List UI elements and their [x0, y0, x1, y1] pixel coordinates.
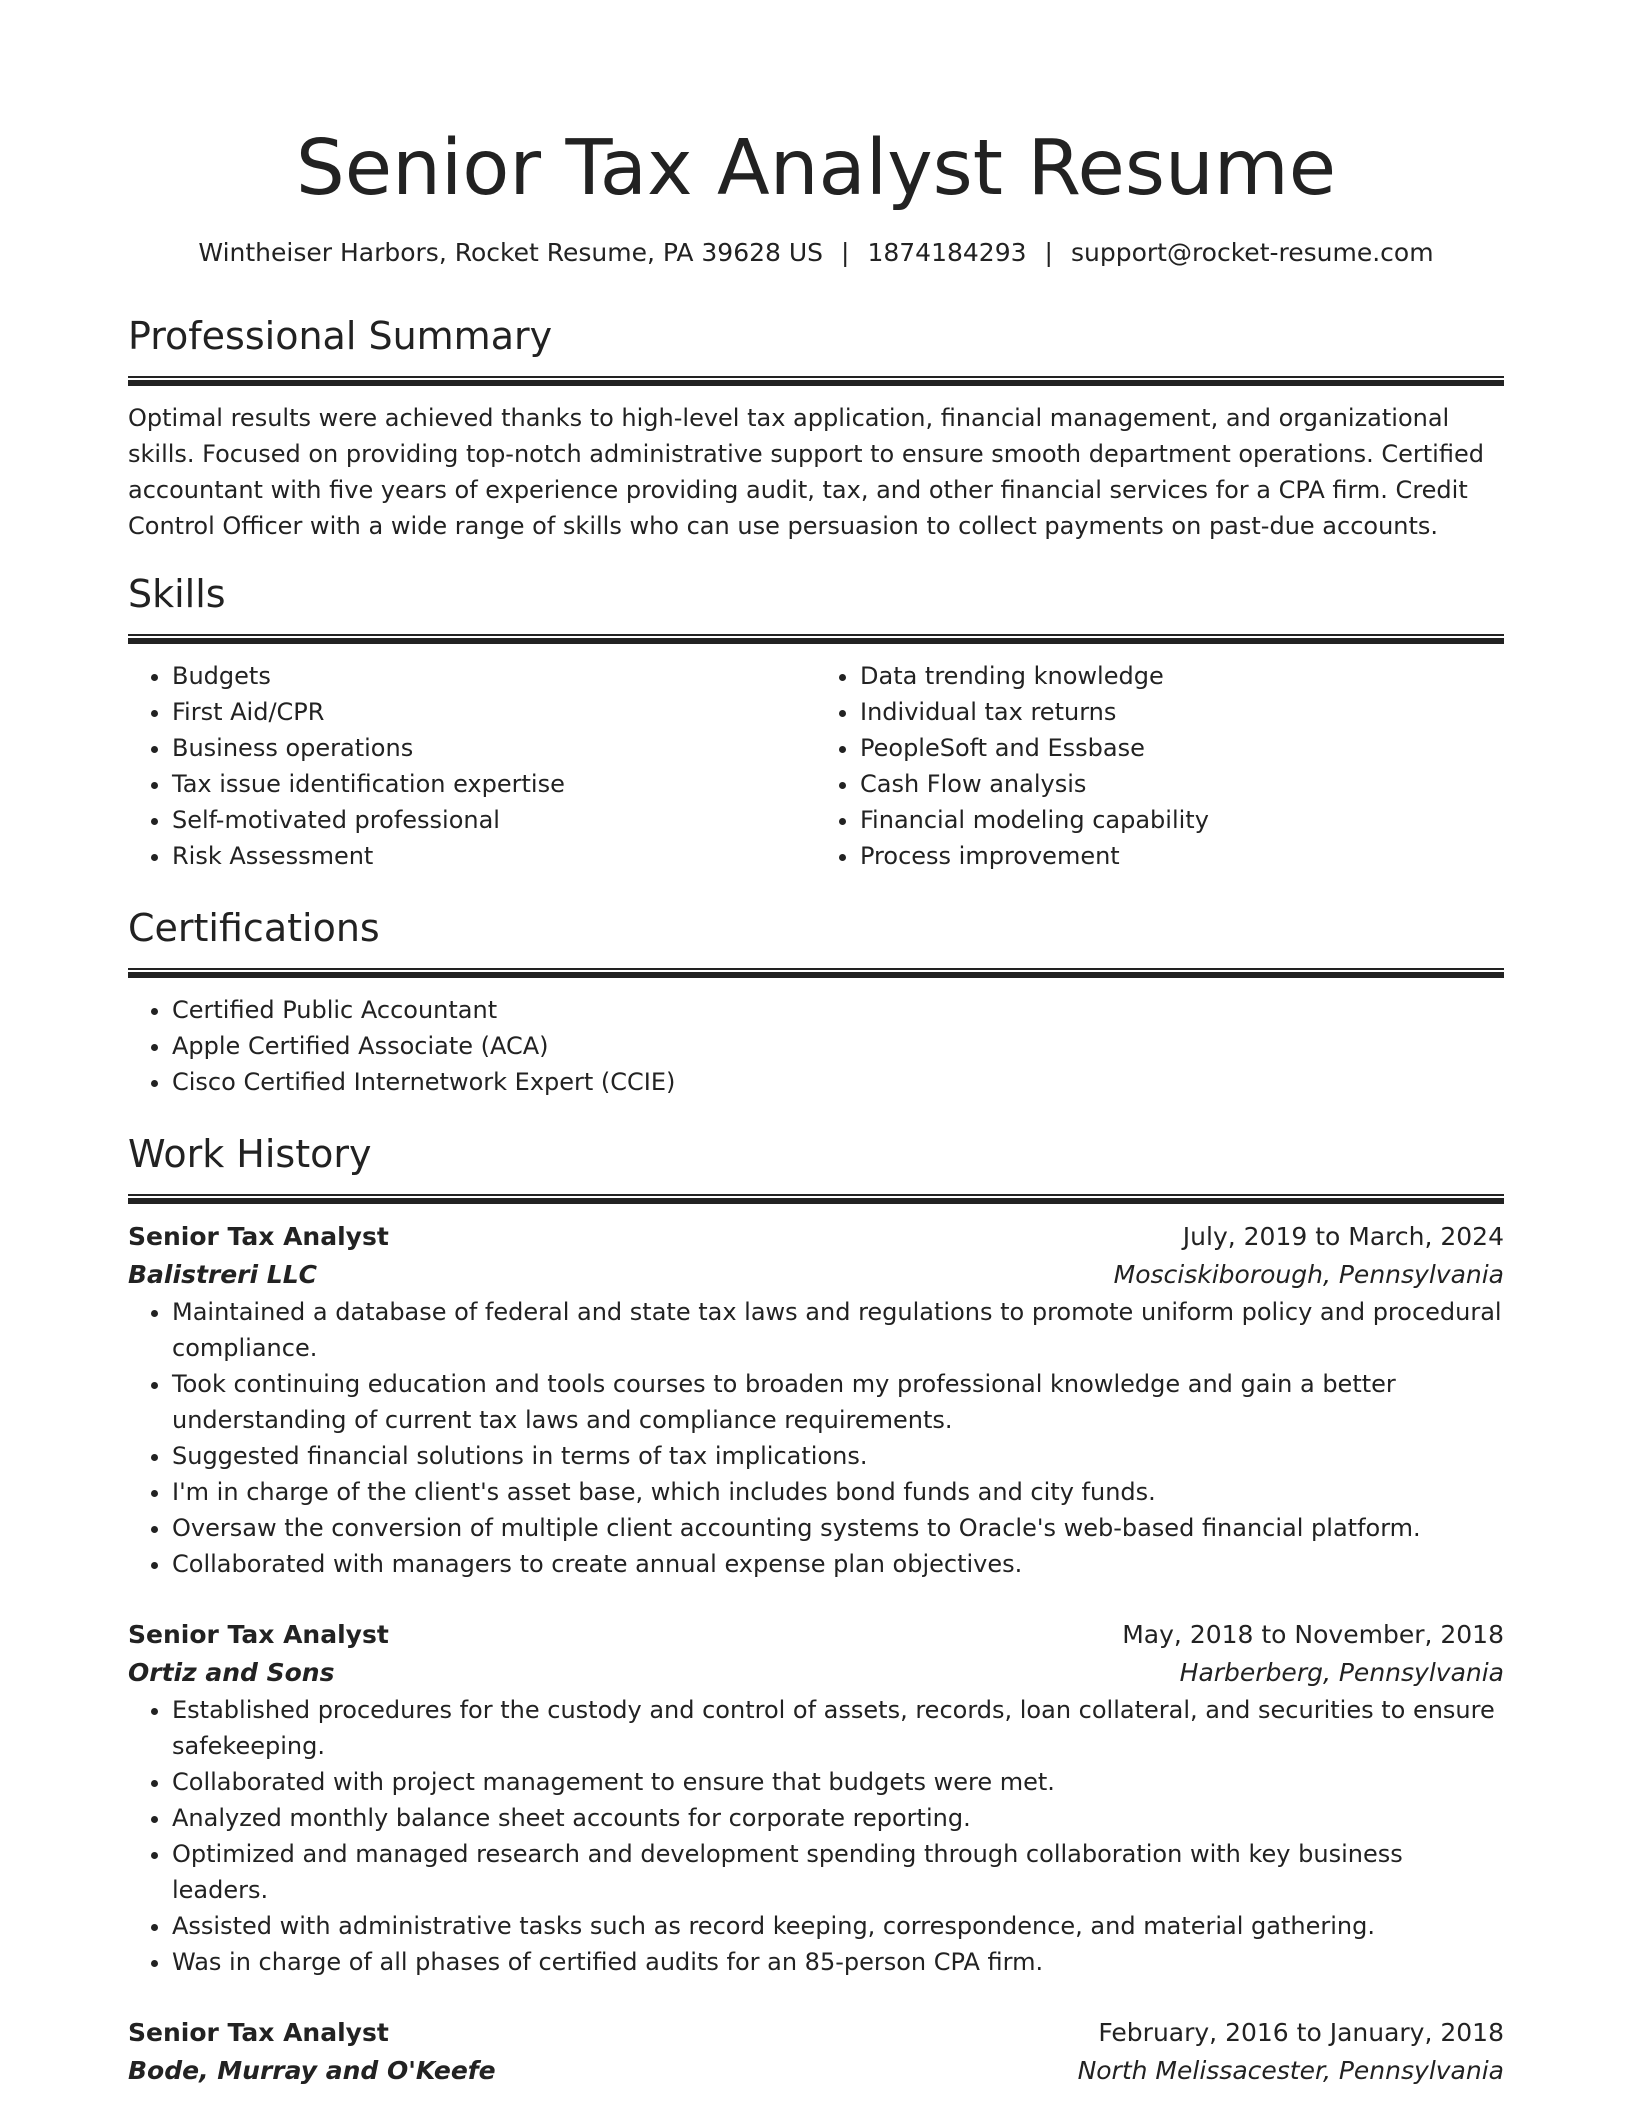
certification-item: • Apple Certified Associate (ACA)	[172, 1028, 1504, 1064]
skills-list-left	[128, 658, 816, 874]
skills-section	[128, 570, 1504, 874]
job-subheader	[128, 2052, 1504, 2090]
job-bullet: • Took continuing education and tools courses to broaden my professional knowledge and gain a better understanding of current tax laws and compliance requirements.	[172, 1366, 1504, 1438]
contact-email[interactable]: support@rocket-resume.com	[1070, 238, 1434, 267]
contact-separator: |	[1044, 238, 1053, 267]
job-bullet-list	[128, 1294, 1504, 1582]
job-bullet: • Suggested financial solutions in terms of tax implications.	[172, 1438, 1504, 1474]
certifications-section	[128, 904, 1504, 1100]
skill-item: • Business operations	[172, 730, 816, 766]
job-bullet: • Oversaw the conversion of multiple client accounting systems to Oracle's web-based financial platform.	[172, 1510, 1504, 1546]
section-divider	[128, 634, 1504, 644]
job-company: Ortiz and Sons	[128, 1658, 335, 1687]
job-location: North Melissacester, Pennsylvania	[1077, 2056, 1504, 2085]
job-bullet-list	[128, 1692, 1504, 1980]
summary-section	[128, 312, 1504, 544]
job-title: Senior Tax Analyst	[128, 1620, 389, 1649]
skill-item: • Data trending knowledge	[860, 658, 1504, 694]
job-location: Harberberg, Pennsylvania	[1179, 1658, 1504, 1687]
skill-item: • Financial modeling capability	[860, 802, 1504, 838]
contact-address: Wintheiser Harbors, Rocket Resume, PA 39628 US	[198, 238, 824, 267]
job-company: Balistreri LLC	[128, 1260, 317, 1289]
job-bullet: • Was in charge of all phases of certified audits for an 85-person CPA firm.	[172, 1944, 1504, 1980]
job-dates: February, 2016 to January, 2018	[1098, 2018, 1504, 2047]
skill-item: • Tax issue identification expertise	[172, 766, 816, 802]
skill-item: • PeopleSoft and Essbase	[860, 730, 1504, 766]
contact-separator: |	[841, 238, 850, 267]
job-bullet: • Maintained a database of federal and state tax laws and regulations to promote uniform policy and procedural compliance.	[172, 1294, 1504, 1366]
job-bullet: • Collaborated with managers to create annual expense plan objectives.	[172, 1546, 1504, 1582]
job-header	[128, 1218, 1504, 1256]
job-entry	[128, 1218, 1504, 1582]
skill-item: • Process improvement	[860, 838, 1504, 874]
section-divider	[128, 1194, 1504, 1204]
skills-columns	[128, 658, 1504, 874]
section-divider	[128, 968, 1504, 978]
job-bullet: • Collaborated with project management to ensure that budgets were met.	[172, 1764, 1504, 1800]
job-bullet: • Assisted with administrative tasks such as record keeping, correspondence, and material gathering.	[172, 1908, 1504, 1944]
job-bullet: • I'm in charge of the client's asset base, which includes bond funds and city funds.	[172, 1474, 1504, 1510]
job-bullet: • Optimized and managed research and development spending through collaboration with key business leaders.	[172, 1836, 1504, 1908]
job-subheader	[128, 1654, 1504, 1692]
section-heading-work-history: Work History	[128, 1132, 372, 1176]
certification-item: • Certified Public Accountant	[172, 992, 1504, 1028]
certification-item: • Cisco Certified Internetwork Expert (CCIE)	[172, 1064, 1504, 1100]
skills-list-right	[816, 658, 1504, 874]
section-heading-summary: Professional Summary	[128, 314, 553, 358]
skill-item: • First Aid/CPR	[172, 694, 816, 730]
skill-item: • Individual tax returns	[860, 694, 1504, 730]
certifications-list	[128, 992, 1504, 1100]
job-header	[128, 1616, 1504, 1654]
job-dates: July, 2019 to March, 2024	[1182, 1222, 1504, 1251]
section-divider	[128, 376, 1504, 386]
skill-item: • Self-motivated professional	[172, 802, 816, 838]
job-title: Senior Tax Analyst	[128, 1222, 389, 1251]
summary-text: Optimal results were achieved thanks to high-level tax application, financial management, and organizational skills. Focused on providing top-notch administrative support to ensure smooth department operations. Certified accountant with five years of experience providing audit, tax, and other financial services for a CPA firm. Credit Control Officer with a wide range of skills who can use persuasion to collect payments on past-due accounts.	[128, 404, 1484, 540]
contact-line	[128, 236, 1504, 270]
job-header	[128, 2014, 1504, 2052]
section-heading-certifications: Certifications	[128, 906, 380, 950]
resume-title: Senior Tax Analyst Resume	[295, 124, 1337, 213]
skill-item: • Risk Assessment	[172, 838, 816, 874]
job-entry	[128, 2014, 1504, 2090]
job-entry	[128, 1616, 1504, 1980]
job-dates: May, 2018 to November, 2018	[1122, 1620, 1504, 1649]
work-history-section	[128, 1130, 1504, 2090]
contact-phone: 1874184293	[867, 238, 1027, 267]
skill-item: • Budgets	[172, 658, 816, 694]
job-company: Bode, Murray and O'Keefe	[128, 2056, 496, 2085]
job-bullet: • Analyzed monthly balance sheet accounts for corporate reporting.	[172, 1800, 1504, 1836]
job-subheader	[128, 1256, 1504, 1294]
job-location: Mosciskiborough, Pennsylvania	[1113, 1260, 1504, 1289]
job-bullet: • Established procedures for the custody and control of assets, records, loan collateral, and securities to ensure safekeeping.	[172, 1692, 1504, 1764]
skill-item: • Cash Flow analysis	[860, 766, 1504, 802]
section-heading-skills: Skills	[128, 572, 226, 616]
job-title: Senior Tax Analyst	[128, 2018, 389, 2047]
resume-page	[128, 0, 1504, 2090]
